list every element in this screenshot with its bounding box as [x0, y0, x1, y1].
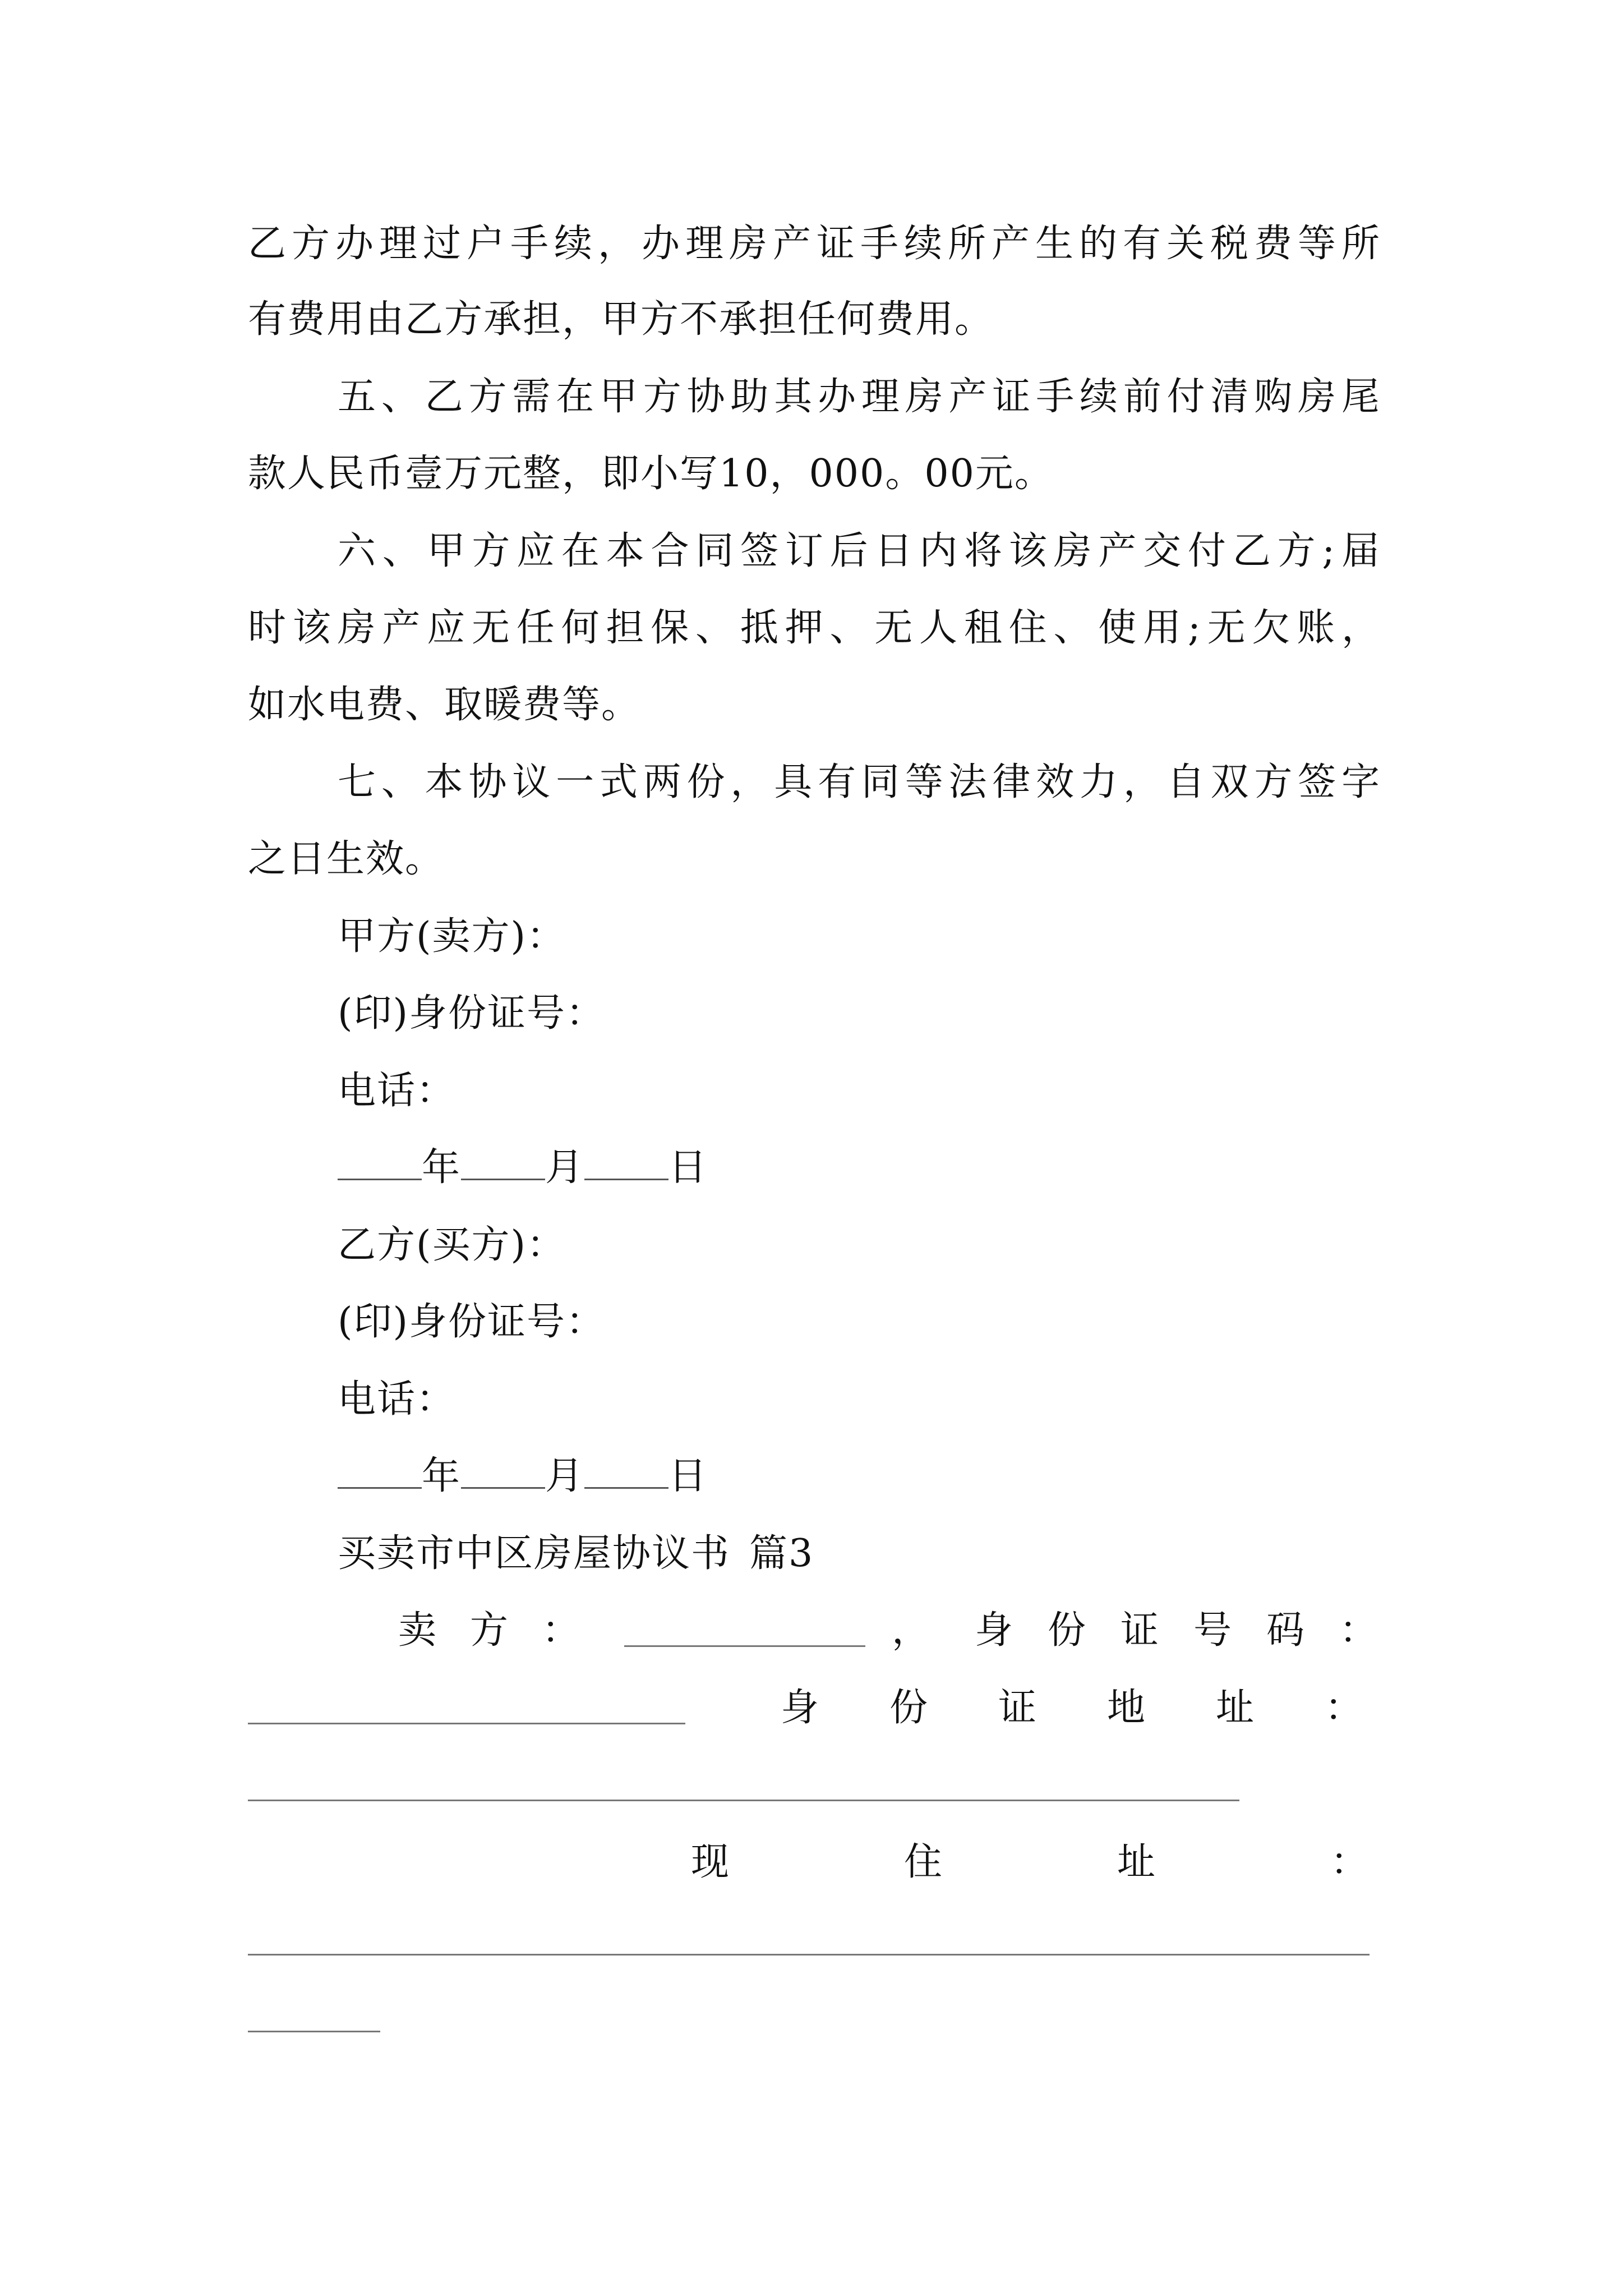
clause-7-line-1: 七、本协议一式两份，具有同等法律效力，自双方签字 [338, 760, 1381, 804]
month-label: 月 [545, 1145, 585, 1190]
seller-id-number-label: 身份证号码： [975, 1608, 1413, 1653]
section-3-heading [338, 1529, 814, 1579]
party-b-id-label: (印)身份证号： [338, 1300, 606, 1344]
party-a-date [338, 1143, 708, 1193]
clause-6-line-3: 如水电费、取暖费等。 [248, 683, 641, 727]
clause-6-line-2: 时该房产应无任何担保、抵押、无人租住、使用;无欠账， [248, 606, 1381, 650]
month-blank [461, 1145, 545, 1180]
party-b-label: 乙方(买方)： [338, 1223, 566, 1267]
day-label: 日 [668, 1454, 708, 1498]
day-blank [584, 1453, 668, 1489]
clause-7-line-2: 之日生效。 [248, 837, 445, 881]
paragraph-4-line-2: 有费用由乙方承担，甲方不承担任何费用。 [248, 297, 994, 342]
day-blank [584, 1145, 668, 1180]
party-a-label: 甲方(卖方)： [338, 914, 566, 959]
party-b-phone-label: 电话： [338, 1377, 456, 1421]
year-label: 年 [422, 1145, 462, 1190]
clause-5-line-2: 款人民币壹万元整，即小写10，000。00元。 [248, 452, 1054, 496]
party-a-phone-label: 电话： [338, 1069, 456, 1113]
party-a-id-label: (印)身份证号： [338, 991, 606, 1036]
section-3-title: 买卖市中区房屋协议书 [338, 1531, 731, 1576]
clause-5-line-1: 五、乙方需在甲方协助其办理房产证手续前付清购房尾 [338, 375, 1381, 419]
clause-6-line-1: 六、甲方应在本合同签订后日内将该房产交付乙方;届 [338, 529, 1381, 573]
party-b-date [338, 1451, 708, 1502]
seller-id-number-blank [248, 1723, 685, 1724]
seller-name-blank [624, 1645, 865, 1647]
seller-label: 卖方： [398, 1608, 614, 1653]
seller-comma: ， [892, 1608, 930, 1653]
year-blank [338, 1145, 422, 1180]
paragraph-4-line-1: 乙方办理过户手续，办理房产证手续所产生的有关税费等所 [248, 222, 1381, 266]
month-label: 月 [545, 1454, 585, 1498]
seller-current-address-blank [248, 1954, 1370, 1955]
seller-id-address-blank [248, 1800, 1239, 1801]
year-label: 年 [422, 1454, 462, 1498]
seller-current-address-blank-continued [248, 2031, 380, 2032]
section-3-chapter: 篇3 [749, 1531, 814, 1576]
year-blank [338, 1453, 422, 1489]
seller-current-address-label: 现住址： [691, 1840, 1544, 1884]
month-blank [461, 1453, 545, 1489]
day-label: 日 [668, 1145, 708, 1190]
seller-id-address-label: 身份证地址： [781, 1686, 1434, 1730]
